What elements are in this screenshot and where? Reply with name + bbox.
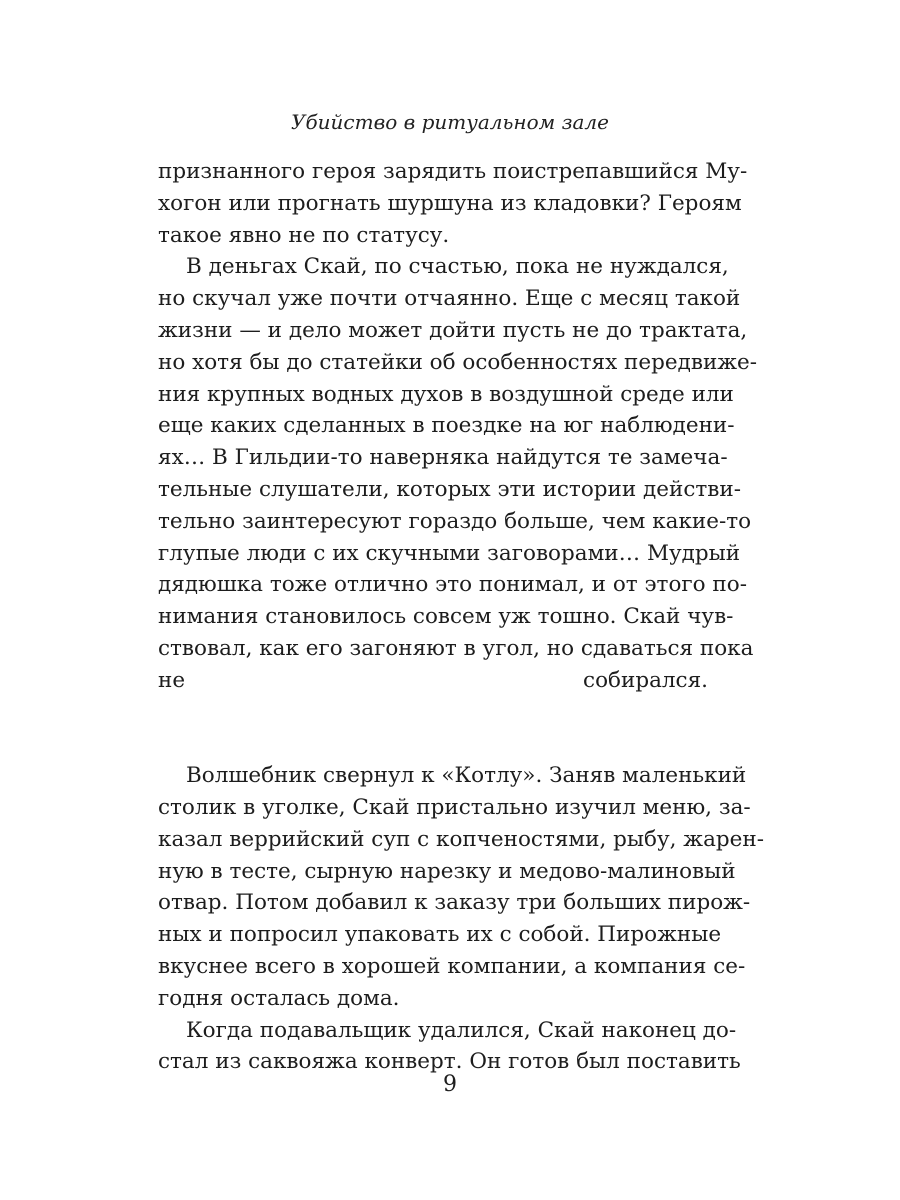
text-line: тельные слушатели, которых эти истории действи- [158, 476, 741, 502]
text-line: дядюшка тоже отлично это понимал, и от этого по- [158, 572, 747, 598]
text-line: В деньгах Скай, по счастью, пока не нуждался, [186, 254, 729, 280]
paragraph [158, 1015, 741, 1079]
text-line: вкуснее всего в хорошей компании, а компания се- [158, 953, 746, 979]
section-break [158, 728, 708, 760]
paragraph [158, 156, 748, 251]
text-line: но хотя бы до статейки об особенностях передвиже- [158, 349, 758, 375]
text-line: хогон или прогнать шуршуна из кладовки? Героям [158, 190, 742, 216]
text-line: Волшебник свернул к «Котлу». Заняв маленький [186, 763, 747, 789]
body-text [158, 156, 764, 1078]
text-line: нимания становилось совсем уж тошно. Скай чув- [158, 604, 734, 630]
text-line: еще каких сделанных в поездке на юг наблюдени- [158, 413, 735, 439]
running-head: Убийство в ритуальном зале [291, 110, 609, 134]
text-line: жизни — и дело может дойти пусть не до трактата, [158, 317, 748, 343]
text-line: ных и попросил упаковать их с собой. Пирожные [158, 922, 722, 948]
text-line: глупые люди с их скучными заговорами… Мудрый [158, 540, 741, 566]
text-line: ную в тесте, сырную нарезку и медово-малиновый [158, 858, 736, 884]
text-line [158, 697, 708, 729]
text-line: ях… В Гильдии-то наверняка найдутся те замеча- [158, 445, 728, 471]
text-line: Когда подавальщик удалился, Скай наконец до- [186, 1017, 737, 1043]
text-line: ния крупных водных духов в воздушной среде или [158, 381, 734, 407]
text-line: стал из саквояжа конверт. Он готов был поставить [158, 1049, 741, 1075]
text-line: столик в уголке, Скай пристально изучил меню, за- [158, 794, 751, 820]
text-line: ствовал, как его загоняют в угол, но сдаваться пока [158, 635, 754, 661]
text-line: такое явно не по статусу. [158, 222, 450, 248]
paragraph [158, 760, 764, 1014]
text-line: годня осталась дома. [158, 985, 400, 1011]
text-line: тельно заинтересуют гораздо больше, чем какие-то [158, 508, 752, 534]
paragraph [158, 251, 758, 728]
text-line: но скучал уже почти отчаянно. Еще с месяц такой [158, 286, 741, 312]
text-line: признанного героя зарядить поистрепавшийся Му- [158, 159, 748, 184]
page-number: 9 [443, 1072, 457, 1097]
text-line: не собирался. [158, 667, 708, 693]
text-line: отвар. Потом добавил к заказу три больших пирож- [158, 890, 751, 916]
text-line: казал веррийский суп с копченостями, рыбу, жарен- [158, 826, 764, 852]
